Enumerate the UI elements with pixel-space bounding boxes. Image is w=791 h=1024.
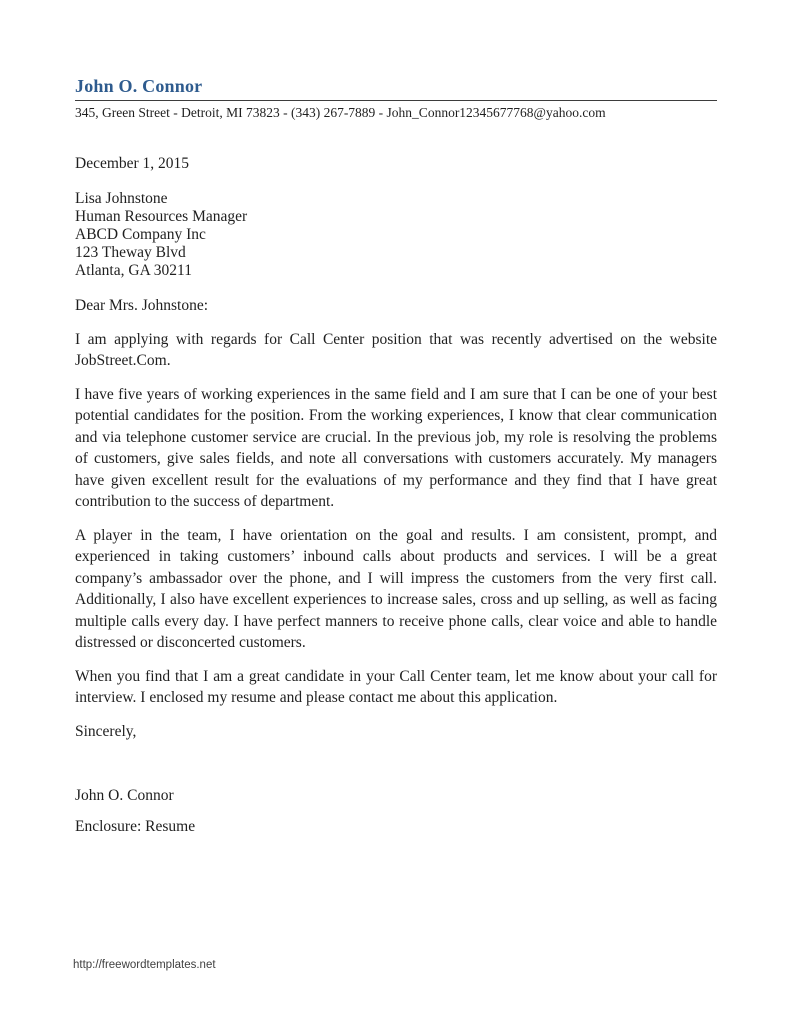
letterhead <box>75 76 717 121</box>
enclosure-note: Enclosure: Resume <box>75 817 196 835</box>
recipient-address-block <box>75 190 717 280</box>
body-paragraph-4: When you find that I am a great candidate in your Call Center team, let me know about your call for interview. I enclosed my resume and please contact me about this application. <box>75 667 717 706</box>
closing: Sincerely, <box>75 722 137 740</box>
recipient-name: Lisa Johnstone <box>75 190 168 207</box>
letter-date: December 1, 2015 <box>75 155 190 172</box>
recipient-company: ABCD Company Inc <box>75 226 206 243</box>
sender-contact-line: 345, Green Street - Detroit, MI 73823 - (343) 267-7889 - John_Connor12345677768@yahoo.com <box>75 105 606 120</box>
body-paragraph-3: A player in the team, I have orientation on the goal and results. I am consistent, prompt, and experienced in taking customers’ inbound calls about products and services. I will be a great company’s ambassador over the phone, and I will impress the customers from the very first call. Additionally, I also have excellent experiences to increase sales, cross and up selling, as well as facing multiple calls every day. I have perfect manners to receive phone calls, clear voice and able to handle distressed or disconcerted customers. <box>75 526 717 651</box>
signature-name: John O. Connor <box>75 787 174 804</box>
salutation: Dear Mrs. Johnstone: <box>75 297 209 314</box>
footer-url: http://freewordtemplates.net <box>73 959 216 971</box>
sender-name: John O. Connor <box>75 76 717 101</box>
recipient-city: Atlanta, GA 30211 <box>75 262 192 279</box>
body-paragraph-1: I am applying with regards for Call Center position that was recently advertised on the website JobStreet.Com. <box>75 330 717 369</box>
body-paragraph-2: I have five years of working experiences in the same field and I am sure that I can be one of your best potential candidates for the position. From the working experiences, I know that clear communication and via telephone customer service are crucial. In the previous job, my role is resolving the problems of customers, give sales fields, and note all conversations with customers accurately. My managers have given excellent result for the evaluations of my performance and they find that I have great contribution to the success of department. <box>75 385 717 510</box>
recipient-title: Human Resources Manager <box>75 208 248 225</box>
recipient-street: 123 Theway Blvd <box>75 244 186 261</box>
